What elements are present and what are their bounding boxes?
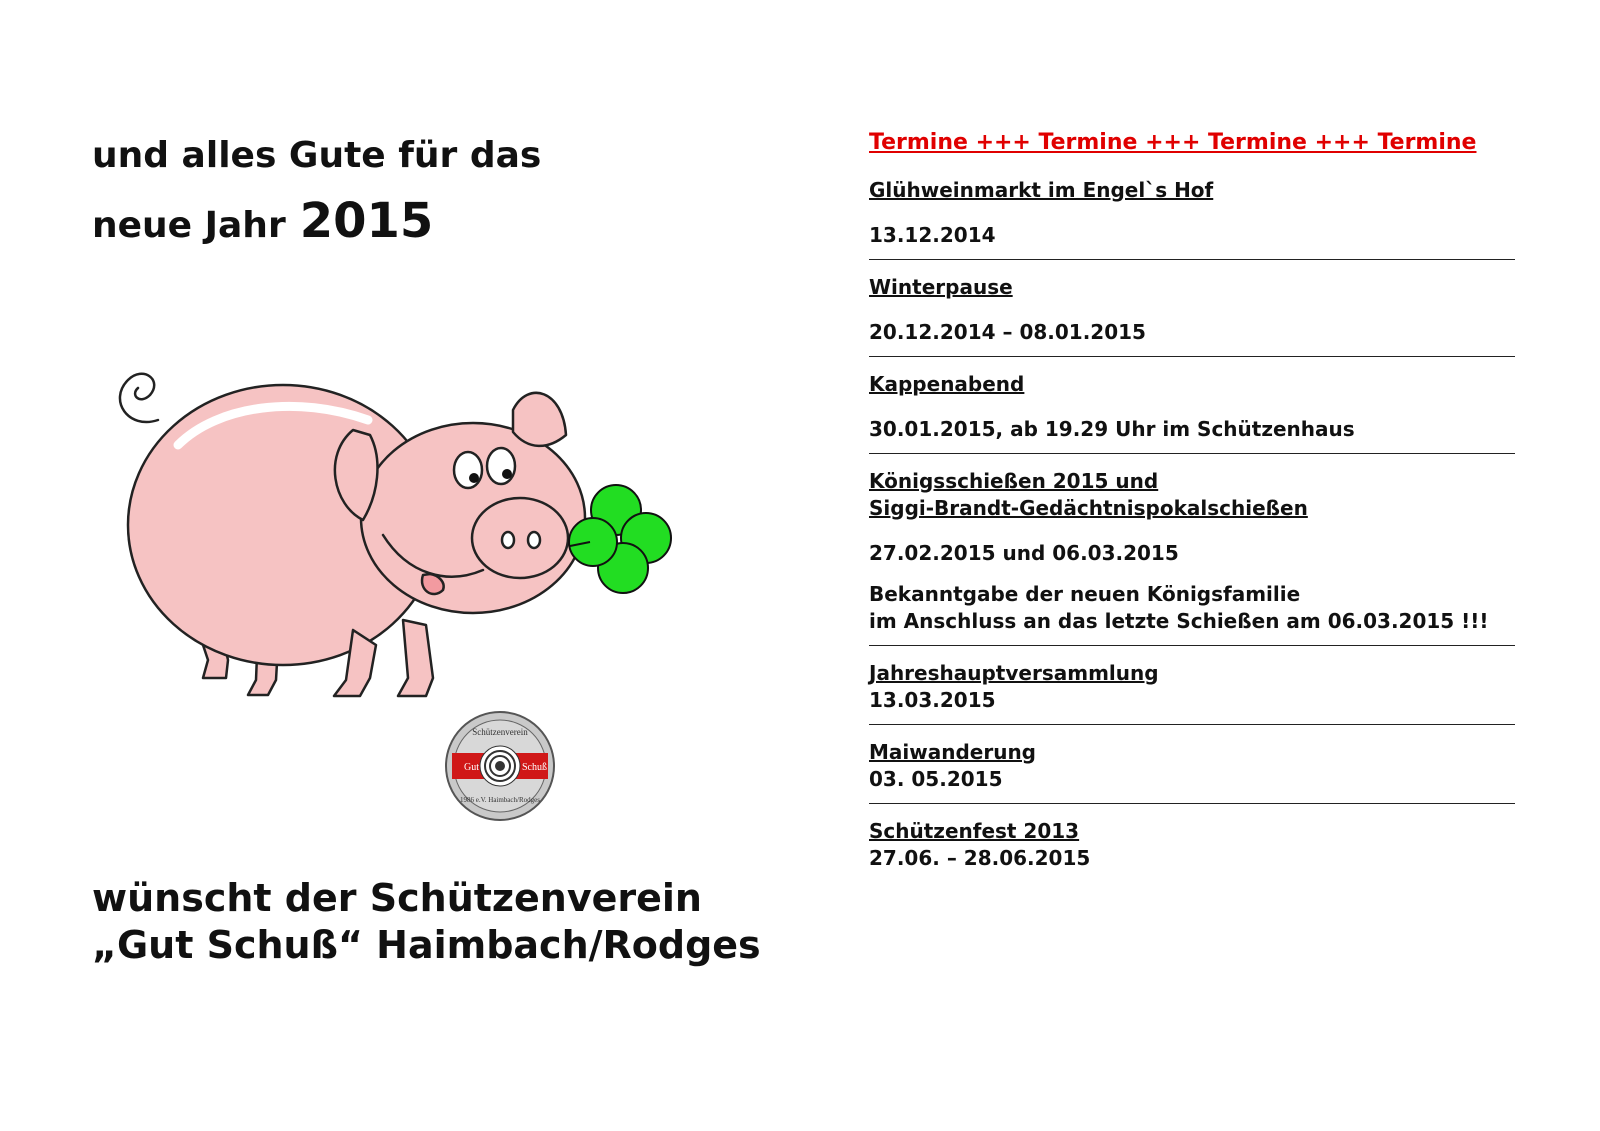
event-item [869,468,1515,646]
event-date: 20.12.2014 – 08.01.2015 [869,320,1146,344]
event-note: im Anschluss an das letzte Schießen am 06.03.2015 !!! [869,609,1489,633]
closing-line-2: „Gut Schuß“ Haimbach/Rodges [92,923,761,967]
logo-right-banner: Schuß [522,762,547,773]
logo-left-banner: Gut [464,762,479,773]
greeting-line-2 [92,193,433,249]
event-item [869,739,1515,804]
event-date: 30.01.2015, ab 19.29 Uhr im Schützenhaus [869,417,1355,441]
logo-bottom-text: 1986 e.V. Haimbach/Rodges [460,796,540,804]
event-title: Maiwanderung [869,740,1037,764]
event-title: Glühweinmarkt im Engel`s Hof [869,178,1214,202]
event-title: Kappenabend [869,372,1025,396]
logo-top-text: Schützenverein [472,727,528,737]
greeting-year: 2015 [299,193,434,249]
event-title: Königsschießen 2015 und [869,469,1159,493]
event-title: Winterpause [869,275,1013,299]
event-title: Jahreshauptversammlung [869,661,1159,685]
event-date: 13.03.2015 [869,688,996,712]
pig-with-clover-illustration [108,360,688,710]
event-date: 27.06. – 28.06.2015 [869,846,1091,870]
event-item [869,371,1515,454]
event-item [869,274,1515,357]
events-list [869,130,1515,896]
event-title-2: Siggi-Brandt-Gedächtnispokalschießen [869,496,1308,520]
event-item [869,818,1515,882]
event-date: 13.12.2014 [869,223,996,247]
event-note: Bekanntgabe der neuen Königsfamilie [869,582,1301,606]
event-date: 03. 05.2015 [869,767,1003,791]
event-item [869,177,1515,260]
greeting-line-2-text: neue Jahr [92,205,286,246]
events-header: Termine +++ Termine +++ Termine +++ Termine [869,130,1477,155]
event-title: Schützenfest 2013 [869,819,1080,843]
event-date: 27.02.2015 und 06.03.2015 [869,541,1179,565]
club-logo [444,710,556,822]
greeting-line-1: und alles Gute für das [92,135,542,176]
event-item [869,660,1515,725]
closing-line-1: wünscht der Schützenverein [92,876,702,920]
